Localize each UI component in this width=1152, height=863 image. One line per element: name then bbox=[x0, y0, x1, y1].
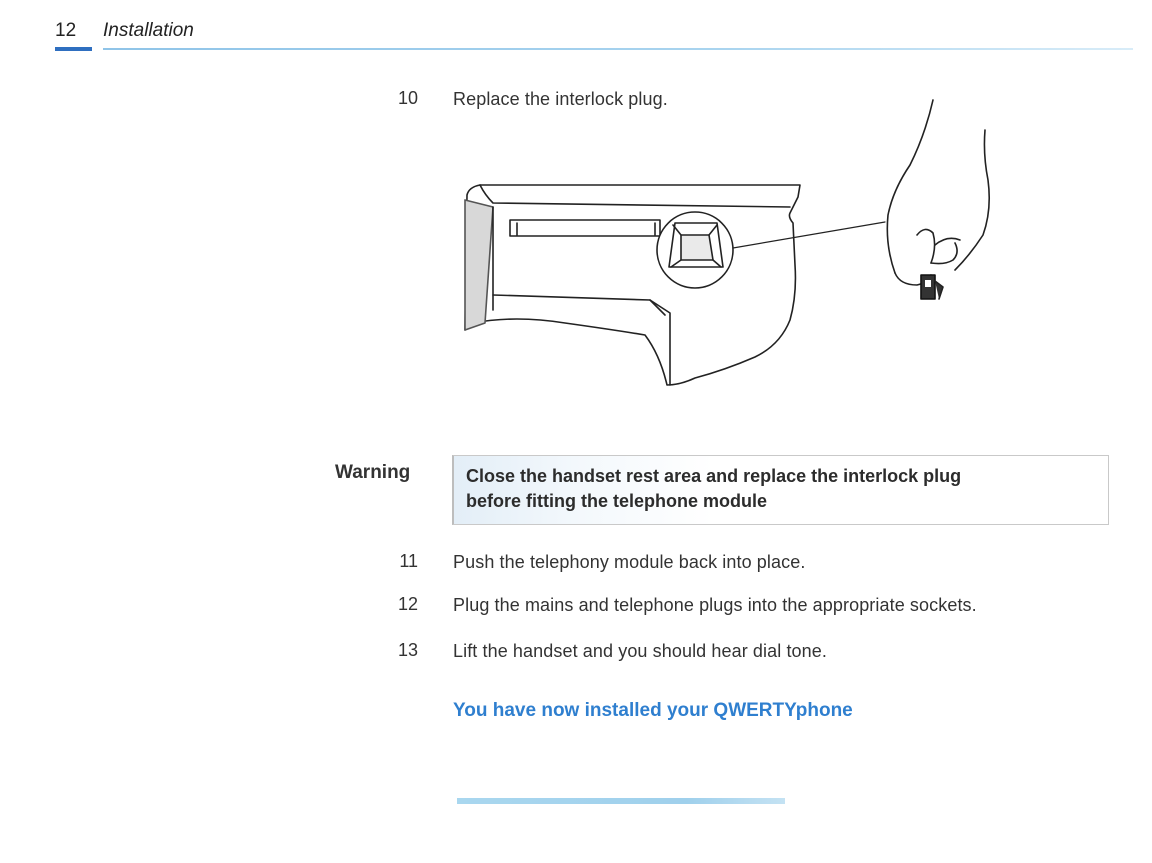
step-number: 12 bbox=[397, 594, 418, 614]
completion-note: You have now installed your QWERTYphone bbox=[453, 700, 853, 721]
header-rule bbox=[103, 48, 1133, 50]
header-accent-bar bbox=[55, 47, 92, 51]
interlock-plug-illustration bbox=[455, 95, 1025, 400]
step-text: Plug the mains and telephone plugs into the appropriate sockets. bbox=[453, 595, 977, 615]
section-title: Installation bbox=[103, 20, 194, 41]
warning-label: Warning bbox=[335, 462, 411, 483]
warning-line-2: before fitting the telephone module bbox=[466, 491, 767, 511]
warning-line-1: Close the handset rest area and replace the interlock plug bbox=[466, 466, 962, 486]
warning-callout bbox=[452, 455, 1109, 525]
step-text: Push the telephony module back into place. bbox=[453, 552, 806, 572]
step-number: 11 bbox=[399, 551, 418, 571]
page-number: 12 bbox=[55, 20, 77, 41]
step-number: 10 bbox=[397, 88, 418, 108]
footer-bar bbox=[457, 798, 785, 804]
warning-text bbox=[466, 464, 1066, 514]
step-text: Replace the interlock plug. bbox=[453, 89, 668, 109]
step-text: Lift the handset and you should hear dial tone. bbox=[453, 641, 827, 661]
step-number: 13 bbox=[397, 640, 418, 660]
